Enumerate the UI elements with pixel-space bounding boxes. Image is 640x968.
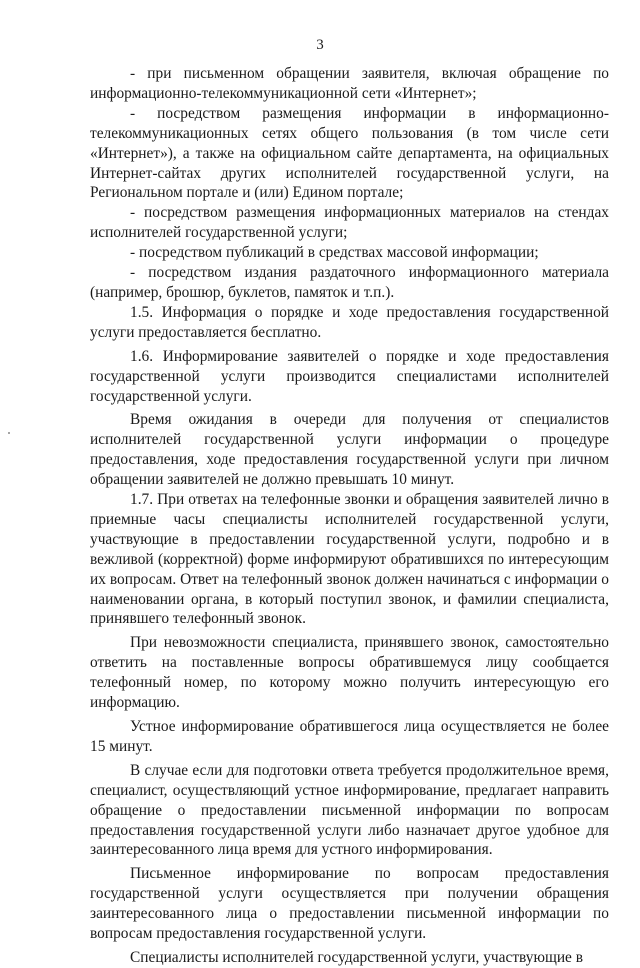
margin-mark [8, 432, 10, 434]
paragraph-bullet-handouts: - посредством издания раздаточного информационного материала (например, брошюр, буклетов, памяток и т.п.). [90, 264, 609, 301]
paragraph-1-7: 1.7. При ответах на телефонные звонки и обращения заявителей лично в приемные часы специалисты исполнителей государственной услуги, участвующие в предоставлении государственной услуги, подробно и в вежливой (корректной) форме информируют обратившихся по интересующим их вопросам. Ответ на телефонный звонок должен начинаться с информации о наименовании органа, в который поступил звонок, и фамилии специалиста, принявшего телефонный звонок. [90, 491, 609, 628]
paragraph-bullet-media: - посредством публикаций в средствах массовой информации; [130, 244, 539, 262]
paragraph-specialists: Специалисты исполнителей государственной услуги, участвующие в [130, 948, 584, 966]
paragraph-oral-duration: Устное информирование обратившегося лица осуществляется не более 15 минут. [90, 718, 609, 755]
paragraph-waiting-time: Время ожидания в очереди для получения от специалистов исполнителей государственной услуги информации о процедуре предоставления, ходе предоставления государственной услуги при личном обращении заявителей не должно превышать 10 минут. [90, 411, 609, 489]
paragraph-bullet-written-request: - при письменном обращении заявителя, включая обращение по информационно-телекоммуникационной сети «Интернет»; [90, 65, 609, 102]
paragraph-long-answer: В случае если для подготовки ответа требуется продолжительное время, специалист, осуществляющий устное информирование, предлагает направить обращение о предоставлении письменной информации по вопросам предоставления государственной услуги либо назначает другое удобное для заинтересованного лица время для устного информирования. [90, 761, 609, 859]
paragraph-1-5: 1.5. Информация о порядке и ходе предоставления государственной услуги предоставляется бесплатно. [90, 303, 609, 341]
document-body [90, 64, 609, 968]
paragraph-written-info: Письменное информирование по вопросам предоставления государственной услуги осуществляется при получении обращения заинтересованного лица о предоставлении письменной информации по вопросам предоставления государственной услуги. [90, 865, 609, 943]
paragraph-bullet-stands: - посредством размещения информационных материалов на стендах исполнителей государственной услуги; [90, 204, 609, 242]
page-number: 3 [316, 37, 324, 53]
paragraph-bullet-internet: - посредством размещения информации в информационно-телекоммуникационных сетях общего пользования (в том числе сети «Интернет»), а также на официальном сайте департамента, на официальных Интернет-сайтах других исполнителей государственной услуги, на Региональном портале и (или) Едином портале; [90, 104, 609, 202]
paragraph-1-6: 1.6. Информирование заявителей о порядке и ходе предоставления государственной услуги производится специалистами исполнителей государственной услуги. [90, 347, 609, 405]
paragraph-unable-to-answer: При невозможности специалиста, принявшего звонок, самостоятельно ответить на поставленные вопросы обратившемуся лицу сообщается телефонный номер, по которому можно получить интересующую его информацию. [90, 634, 609, 712]
